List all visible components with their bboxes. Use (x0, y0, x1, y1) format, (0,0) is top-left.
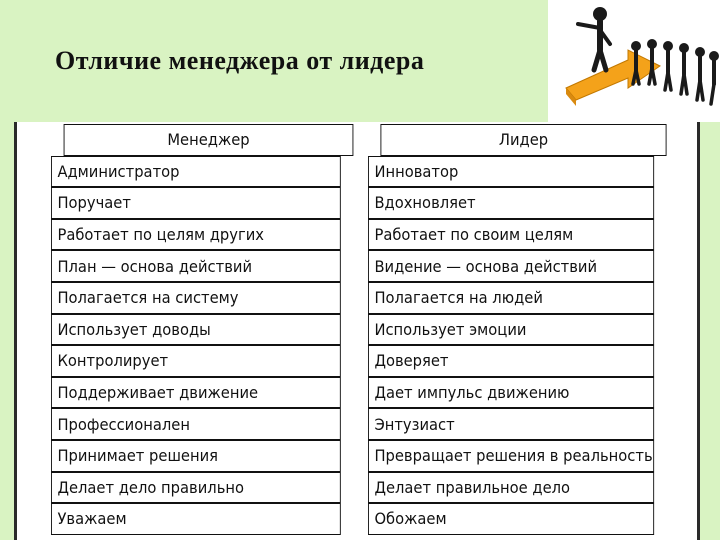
table-cell-manager: Работает по целям других (51, 219, 341, 251)
column-header-leader: Лидер (380, 124, 666, 156)
table-cell-manager: Делает дело правильно (51, 472, 341, 504)
table-cell-manager: Принимает решения (51, 440, 341, 472)
table-cell-leader: Дает импульс движению (368, 377, 654, 409)
table-cell-manager: Использует доводы (51, 314, 341, 346)
table-cell-manager: План — основа действий (51, 250, 341, 282)
table-cell-leader: Превращает решения в реальность (368, 440, 654, 472)
comparison-table (14, 122, 700, 540)
page-title: Отличие менеджера от лидера (55, 46, 425, 75)
table-cell-leader: Энтузиаст (368, 408, 654, 440)
table-cell-leader: Видение — основа действий (368, 250, 654, 282)
table-cell-leader: Доверяет (368, 345, 654, 377)
table-cell-manager: Уважаем (51, 503, 341, 535)
table-cell-manager: Администратор (51, 156, 341, 188)
table-cell-leader: Делает правильное дело (368, 472, 654, 504)
table-cell-manager: Поддерживает движение (51, 377, 341, 409)
table-cell-leader: Инноватор (368, 156, 654, 188)
leader-figure-icon (548, 0, 720, 122)
table-cell-manager: Поручает (51, 187, 341, 219)
table-cell-manager: Профессионален (51, 408, 341, 440)
table-cell-leader: Полагается на людей (368, 282, 654, 314)
comparison-grid (51, 124, 679, 535)
table-cell-leader: Работает по своим целям (368, 219, 654, 251)
table-cell-leader: Обожаем (368, 503, 654, 535)
column-header-manager: Менеджер (64, 124, 354, 156)
table-cell-leader: Использует эмоции (368, 314, 654, 346)
table-cell-manager: Полагается на систему (51, 282, 341, 314)
table-cell-leader: Вдохновляет (368, 187, 654, 219)
table-cell-manager: Контролирует (51, 345, 341, 377)
